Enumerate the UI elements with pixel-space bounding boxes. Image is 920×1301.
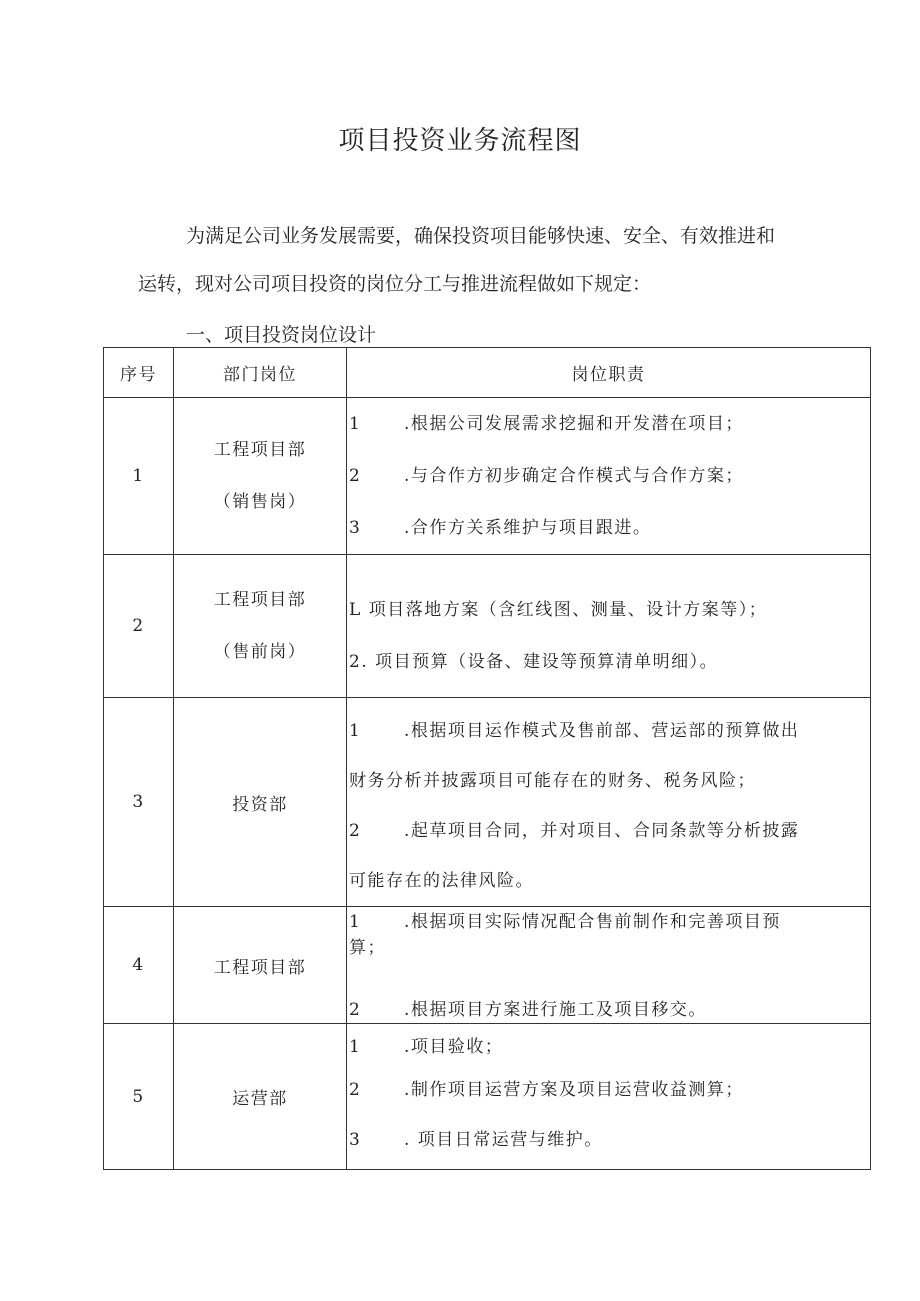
- duty-item: 2. 项目预算（设备、建设等预算清单明细）。: [349, 652, 719, 672]
- row-duties: [347, 555, 871, 698]
- header-index: 序号: [104, 348, 174, 398]
- duty-item: 2 .起草项目合同，并对项目、合同条款等分析披露: [349, 821, 800, 841]
- duty-item: 2 .制作项目运营方案及项目运营收益测算；: [349, 1079, 744, 1100]
- duty-item: 3 .合作方关系维护与项目跟进。: [349, 518, 652, 538]
- duty-item-continued: 财务分析并披露项目可能存在的财务、税务风险；: [349, 771, 756, 791]
- dept-post: （售前岗）: [213, 642, 307, 662]
- dept-name: 工程项目部: [213, 590, 307, 610]
- duty-item: L 项目落地方案（含红线图、测量、设计方案等）；: [349, 600, 768, 620]
- duty-item: 1 .项目验收；: [349, 1036, 504, 1057]
- duty-item: 2 .根据项目方案进行施工及项目移交。: [349, 1000, 707, 1020]
- duty-table: [103, 347, 871, 1170]
- table-row: [104, 1024, 871, 1170]
- dept-name: 工程项目部: [213, 957, 307, 978]
- intro-paragraph: [138, 212, 868, 308]
- table-row: [104, 555, 871, 698]
- row-number: 5: [104, 1024, 174, 1170]
- row-number: 3: [104, 698, 174, 907]
- table-row: [104, 698, 871, 907]
- duty-item: 2 .与合作方初步确定合作模式与合作方案；: [349, 466, 744, 486]
- header-dept: 部门岗位: [174, 348, 347, 398]
- duty-item-continued: 可能存在的法律风险。: [349, 871, 534, 891]
- page-title: 项目投资业务流程图: [338, 126, 582, 156]
- dept-name: 运营部: [232, 1089, 288, 1109]
- row-number: 1: [104, 398, 174, 555]
- duty-item: 1 .根据公司发展需求挖掘和开发潜在项目；: [349, 414, 744, 434]
- row-duties: [347, 907, 871, 1024]
- duty-item-continued: 算；: [349, 938, 386, 958]
- table-row: [104, 907, 871, 1024]
- row-duties: [347, 398, 871, 555]
- row-duties: [347, 698, 871, 907]
- row-duties: [347, 1024, 871, 1170]
- dept-post: （销售岗）: [213, 492, 307, 512]
- duty-item: 1 .根据项目实际情况配合售前制作和完善项目预: [349, 912, 781, 932]
- row-dept: [174, 1024, 347, 1170]
- duty-item: 3 . 项目日常运营与维护。: [349, 1129, 603, 1150]
- dept-name: 投资部: [232, 794, 288, 815]
- section-heading: 一、项目投资岗位设计: [186, 324, 377, 346]
- dept-name: 工程项目部: [213, 440, 307, 460]
- duty-item: 1 .根据项目运作模式及售前部、营运部的预算做出: [349, 721, 800, 741]
- header-duties: 岗位职责: [347, 348, 871, 398]
- intro-line: 运转，现对公司项目投资的岗位分工与推进流程做如下规定：: [138, 273, 652, 295]
- table-header-row: [104, 348, 871, 398]
- row-dept: [174, 398, 347, 555]
- row-number: 4: [104, 907, 174, 1024]
- row-number: 2: [104, 555, 174, 698]
- row-dept: [174, 555, 347, 698]
- intro-line: 为满足公司业务发展需要，确保投资项目能够快速、安全、有效推进和: [186, 225, 776, 247]
- row-dept: [174, 698, 347, 907]
- table-row: [104, 398, 871, 555]
- row-dept: [174, 907, 347, 1024]
